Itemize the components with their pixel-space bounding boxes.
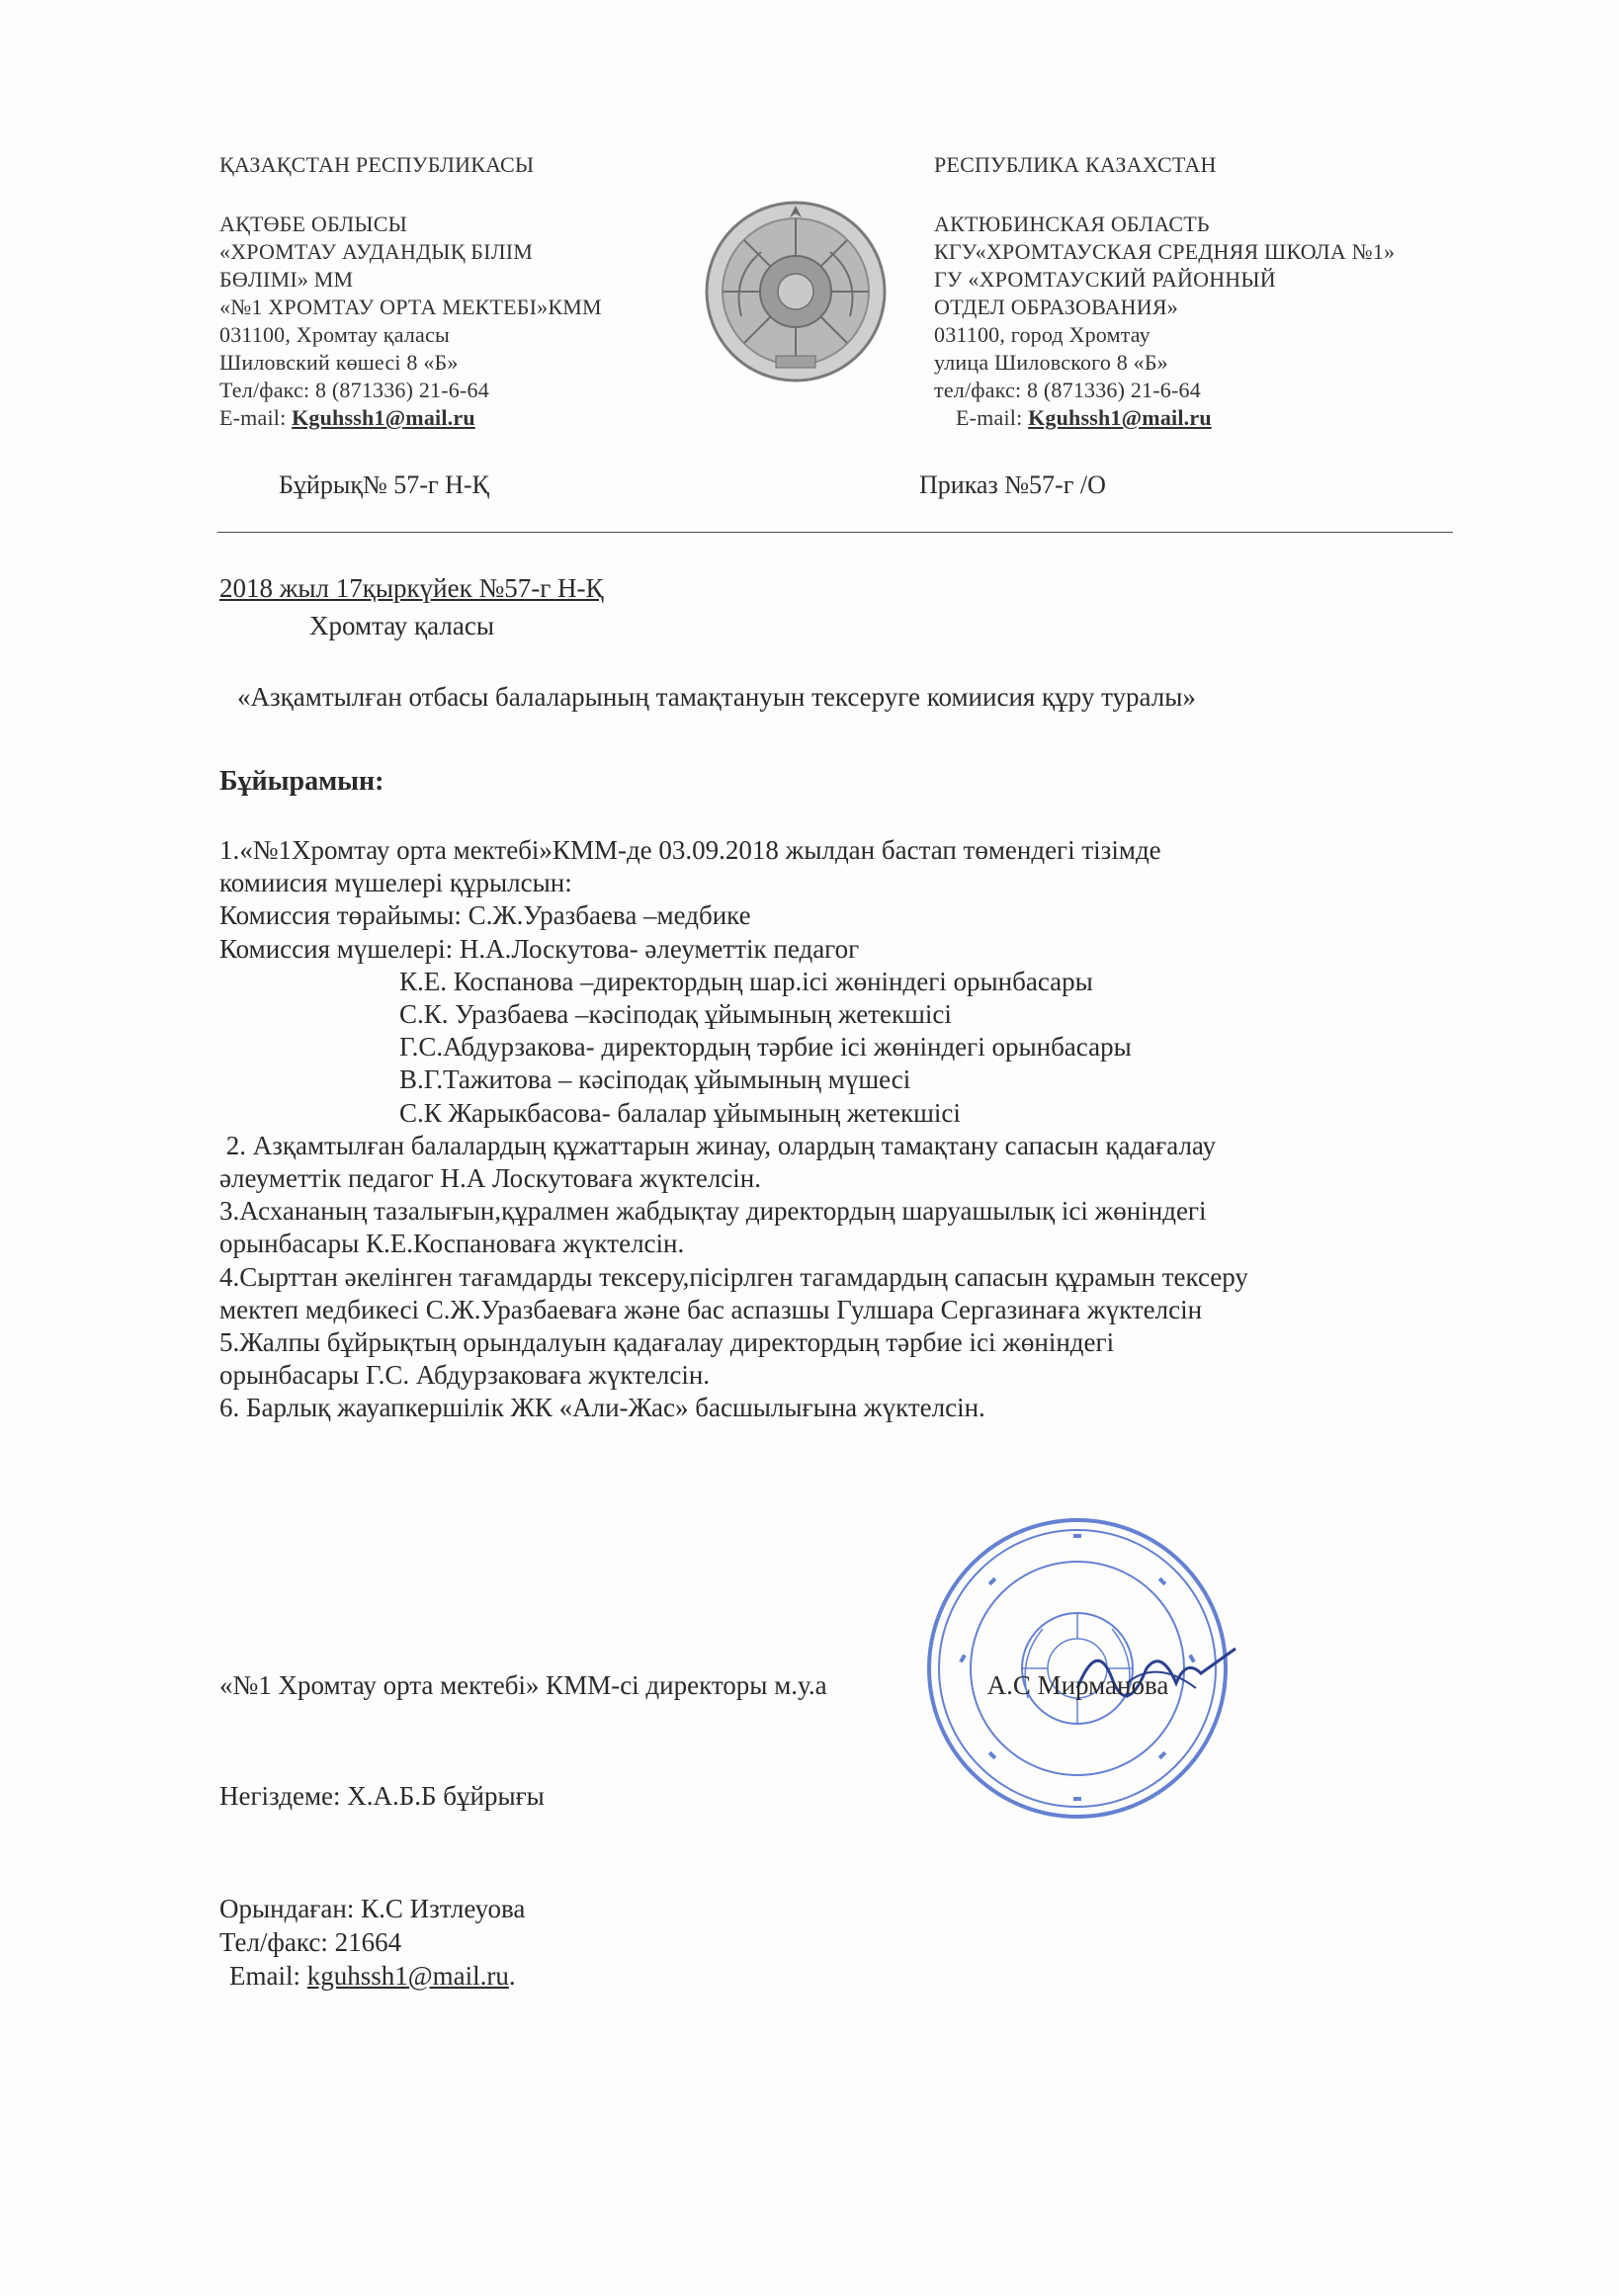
commission-chair: Комиссия төрайымы: С.Ж.Уразбаева –медбике — [219, 900, 751, 931]
header-left-kz — [219, 151, 602, 432]
dept-kz-1: «ХРОМТАУ АУДАНДЫҚ БІЛІМ — [219, 239, 534, 264]
commission-member: Г.С.Абдурзакова- директордың тәрбие ісі жөніндегі орынбасары — [399, 1032, 1132, 1063]
header-right-ru — [934, 151, 1395, 432]
postal-ru: 031100, город Хромтау — [934, 322, 1150, 347]
content-line: 1.«№1Хромтау орта мектебі»КММ-де 03.09.2018 жылдан бастап төмендегі тізімде — [219, 835, 1161, 865]
director-signature-line: «№1 Хромтау орта мектебі» КММ-сі директоры м.у.а А.С Мирманова — [219, 1670, 1169, 1700]
state-emblem-icon — [702, 198, 890, 385]
order-item-line: әлеуметтік педагог Н.А Лоскутоваға жүктелсін. — [219, 1163, 761, 1194]
order-item-line: 5.Жалпы бұйрықтың орындалуын қадағалау директордың тәрбие ісі жөніндегі — [219, 1327, 1115, 1358]
order-basis: Негіздеме: Х.А.Б.Б бұйрығы — [219, 1781, 545, 1811]
order-item-line: 6. Барлық жауапкершілік ЖК «Али-Жас» басшылығына жүктелсін. — [219, 1393, 985, 1423]
executor-phone: Тел/факс: 21664 — [219, 1927, 402, 1957]
order-item-line: 3.Асхананың тазалығын,құралмен жабдықтау директордың шаруашылық ісі жөніндегі — [219, 1196, 1207, 1227]
region-ru: АКТЮБИНСКАЯ ОБЛАСТЬ — [934, 212, 1210, 236]
email-line-kz: E-mail: Kguhssh1@mail.ru — [219, 405, 475, 430]
email-link-kz[interactable]: Kguhssh1@mail.ru — [292, 405, 475, 430]
order-item-line: мектеп медбикесі С.Ж.Уразбаеваға және бас аспазшы Гулшара Сергазинаға жүктелсін — [219, 1294, 1203, 1324]
phone-ru: тел/факс: 8 (871336) 21-6-64 — [934, 378, 1201, 402]
order-content — [219, 834, 1248, 1425]
commission-members-label: Комиссия мүшелері: Н.А.Лоскутова- әлеуметтік педагог — [219, 933, 860, 964]
school-kz: «№1 ХРОМТАУ ОРТА МЕКТЕБІ»КММ — [219, 295, 602, 319]
executor-email-link[interactable]: kguhssh1@mail.ru — [306, 1961, 509, 1991]
order-heading: Бұйырамын: — [219, 766, 384, 797]
street-kz: Шиловский көшесі 8 «Б» — [219, 350, 459, 375]
order-city: Хромтау қаласы — [309, 611, 494, 640]
region-kz: АҚТӨБЕ ОБЛЫСЫ — [219, 212, 407, 236]
postal-kz: 031100, Хромтау қаласы — [219, 322, 450, 347]
order-number-kz: Бұйрық№ 57-г Н-Қ — [279, 470, 489, 499]
executor-name: Орындаған: К.С Изтлеуова — [219, 1894, 526, 1923]
country-ru: РЕСПУБЛИКА КАЗАХСТАН — [934, 152, 1217, 177]
executor-block — [219, 1892, 525, 1993]
order-item-line: 2. Азқамтылған балалардың құжаттарын жинау, олардың тамақтану сапасын қадағалау — [219, 1130, 1217, 1160]
dept-kz-2: БӨЛІМІ» ММ — [219, 267, 354, 292]
dept-ru-2: ОТДЕЛ ОБРАЗОВАНИЯ» — [934, 295, 1178, 319]
phone-kz: Тел/факс: 8 (871336) 21-6-64 — [219, 378, 489, 402]
commission-member: С.К. Уразбаева –кәсіподақ ұйымының жетекшісі — [399, 999, 952, 1030]
dept-ru-1: ГУ «ХРОМТАУСКИЙ РАЙОННЫЙ — [934, 267, 1276, 292]
commission-member: К.Е. Коспанова –директордың шар.ісі жөніндегі орынбасары — [399, 966, 1093, 996]
header-divider — [217, 532, 1453, 533]
order-number-ru: Приказ №57-г /О — [919, 470, 1106, 499]
order-title: «Азқамтылған отбасы балаларының тамақтануын тексеруге комиисия құру туралы» — [237, 682, 1196, 712]
email-line-ru: E-mail: Kguhssh1@mail.ru — [956, 405, 1212, 430]
email-link-ru[interactable]: Kguhssh1@mail.ru — [1028, 405, 1212, 430]
order-item-line: орынбасары Г.С. Абдурзаковаға жүктелсін. — [219, 1360, 711, 1391]
order-item-line: орынбасары К.Е.Коспановаға жүктелсін. — [219, 1229, 685, 1259]
content-line: комиисия мүшелері құрылсын: — [219, 868, 572, 898]
order-date-line: 2018 жыл 17қыркүйек №57-г Н-Қ — [219, 573, 604, 603]
school-ru: КГУ«ХРОМТАУСКАЯ СРЕДНЯЯ ШКОЛА №1» — [934, 239, 1396, 264]
order-item-line: 4.Сырттан әкелінген тағамдарды тексеру,пісірлген тагамдардың сапасын құрамын тексеру — [219, 1261, 1248, 1292]
commission-member: С.К Жарыкбасова- балалар ұйымының жетекшісі — [399, 1097, 961, 1128]
street-ru: улица Шиловского 8 «Б» — [934, 350, 1168, 375]
executor-email-line: Email: kguhssh1@mail.ru. — [229, 1961, 516, 1991]
commission-member: В.Г.Тажитова – кәсіподақ ұйымының мүшесі — [399, 1064, 911, 1095]
country-kz: ҚАЗАҚСТАН РЕСПУБЛИКАСЫ — [219, 152, 535, 177]
